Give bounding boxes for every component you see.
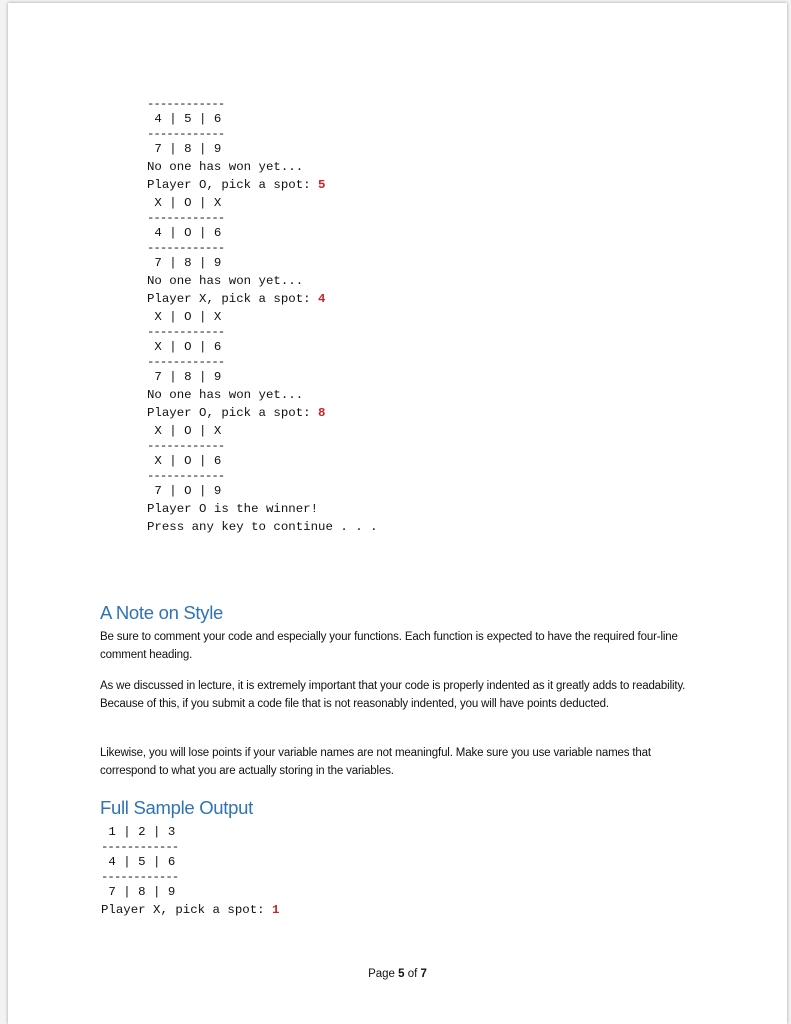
console-line	[147, 404, 378, 422]
style-paragraph-variable-names: Likewise, you will lose points if your variable names are not meaningful. Make sure you use variable names that correspond to what you are actually storing in the variables.	[100, 747, 651, 777]
document-page	[8, 3, 787, 1024]
console-line	[147, 482, 378, 500]
console-text: Press any key to continue . . .	[147, 520, 378, 534]
console-text: No one has won yet...	[147, 274, 304, 288]
console-separator	[147, 470, 378, 482]
style-heading: A Note on Style	[100, 602, 224, 623]
style-paragraph-comments: Be sure to comment your code and especially your functions. Each function is expected to have the required four-line comment heading.	[100, 631, 678, 661]
console-text: ------------	[147, 127, 225, 141]
console-line	[147, 194, 378, 212]
console-separator	[147, 326, 378, 338]
console-text: 1 | 2 | 3	[101, 825, 176, 839]
console-separator	[147, 98, 378, 110]
console-line	[147, 140, 378, 158]
console-line	[147, 290, 378, 308]
console-text: X | O | X	[147, 196, 222, 210]
console-line	[147, 518, 378, 536]
console-text: X | O | 6	[147, 340, 222, 354]
console-text: Player O, pick a spot:	[147, 406, 319, 420]
console-text: No one has won yet...	[147, 160, 304, 174]
console-user-input: 4	[318, 292, 326, 306]
console-line	[101, 823, 279, 841]
footer-middle: of	[404, 968, 421, 980]
console-text: 7 | 8 | 9	[147, 256, 222, 270]
console-line	[147, 308, 378, 326]
console-separator	[147, 128, 378, 140]
console-separator	[101, 841, 279, 853]
console-line	[147, 500, 378, 518]
console-user-input: 5	[318, 178, 326, 192]
console-line	[147, 272, 378, 290]
console-text: ------------	[147, 97, 225, 111]
footer-total-pages: 7	[420, 968, 427, 980]
console-line	[147, 176, 378, 194]
console-text: 4 | 5 | 6	[147, 112, 222, 126]
console-separator	[147, 440, 378, 452]
console-text: Player X, pick a spot:	[147, 292, 319, 306]
console-line	[147, 422, 378, 440]
console-line	[147, 368, 378, 386]
console-separator	[147, 242, 378, 254]
console-text: ------------	[147, 439, 225, 453]
console-text: ------------	[101, 840, 179, 854]
console-text: 4 | 5 | 6	[101, 855, 176, 869]
console-text: 7 | 8 | 9	[147, 370, 222, 384]
console-line	[147, 338, 378, 356]
console-text: ------------	[101, 870, 179, 884]
console-line	[101, 853, 279, 871]
console-line	[101, 901, 279, 919]
console-text: Player O, pick a spot:	[147, 178, 319, 192]
console-text: ------------	[147, 211, 225, 225]
console-text: X | O | X	[147, 310, 222, 324]
console-text: ------------	[147, 241, 225, 255]
console-text: 7 | 8 | 9	[101, 885, 176, 899]
console-line	[147, 254, 378, 272]
sample-output-heading: Full Sample Output	[100, 797, 253, 818]
footer-prefix: Page	[368, 968, 399, 980]
console-line	[147, 452, 378, 470]
console-text: X | O | X	[147, 424, 222, 438]
console-output-top	[147, 98, 378, 536]
console-user-input: 8	[318, 406, 326, 420]
console-line	[147, 224, 378, 242]
console-line	[147, 110, 378, 128]
footer-current-page: 5	[398, 968, 405, 980]
console-text: No one has won yet...	[147, 388, 304, 402]
console-text: 4 | O | 6	[147, 226, 222, 240]
console-text: ------------	[147, 325, 225, 339]
console-line	[147, 386, 378, 404]
console-line	[101, 883, 279, 901]
console-text: ------------	[147, 469, 225, 483]
style-paragraph-indentation: As we discussed in lecture, it is extremely important that your code is properly indented as it greatly adds to readability. Because of this, if you submit a code file that is not reasonably indented, you will have points deducted.	[100, 680, 686, 710]
console-text: Player O is the winner!	[147, 502, 319, 516]
console-text: ------------	[147, 355, 225, 369]
console-separator	[147, 356, 378, 368]
console-text: 7 | O | 9	[147, 484, 222, 498]
console-text: 7 | 8 | 9	[147, 142, 222, 156]
console-user-input: 1	[272, 903, 280, 917]
console-separator	[147, 212, 378, 224]
console-text: Player X, pick a spot:	[101, 903, 273, 917]
console-output-sample	[101, 823, 279, 919]
console-text: X | O | 6	[147, 454, 222, 468]
console-separator	[101, 871, 279, 883]
console-line	[147, 158, 378, 176]
page-number-footer	[8, 968, 787, 980]
